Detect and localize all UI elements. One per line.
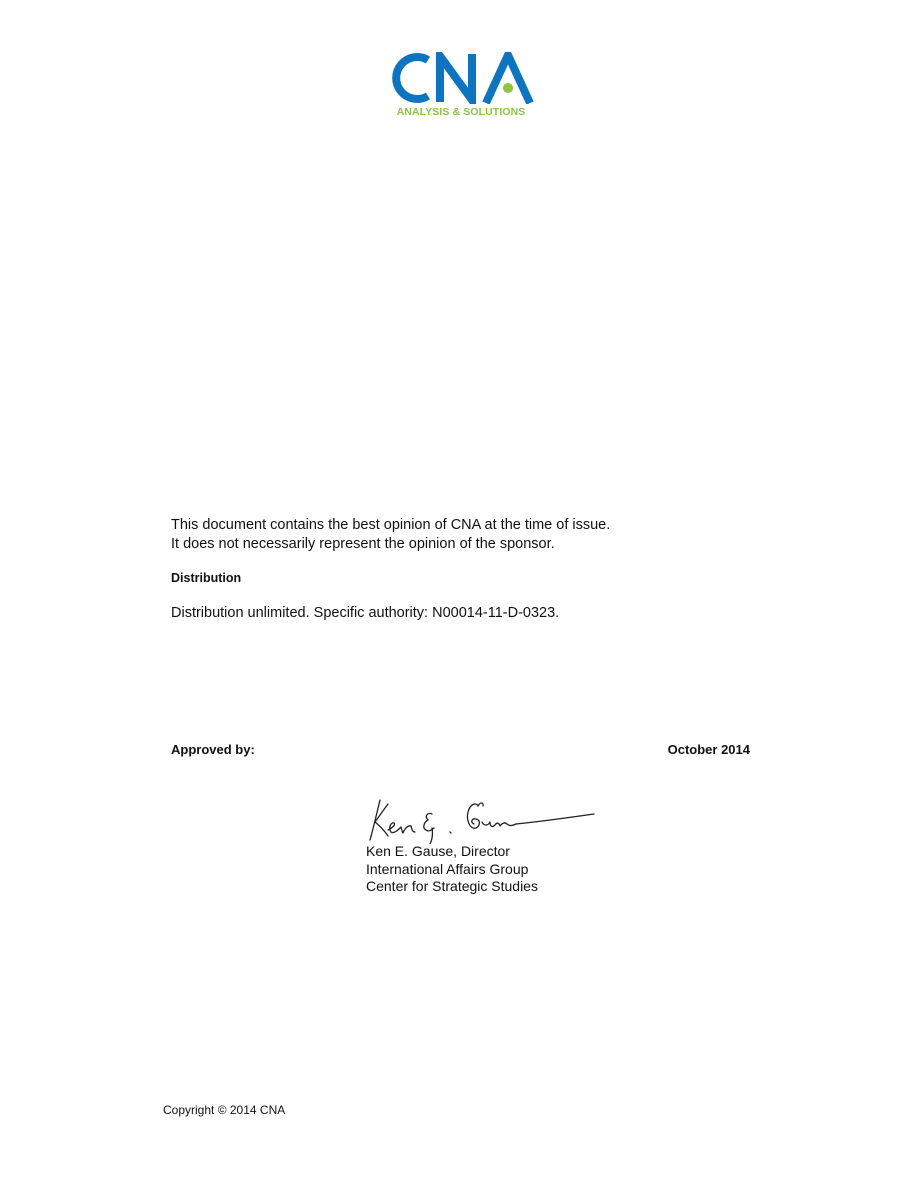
logo-tagline: ANALYSIS & SOLUTIONS xyxy=(396,106,526,118)
copyright-notice: Copyright © 2014 CNA xyxy=(163,1103,286,1117)
statement-line-1: This document contains the best opinion of CNA at the time of issue. xyxy=(171,517,611,533)
distribution-text: Distribution unlimited. Specific authority: N00014-11-D-0323. xyxy=(171,605,560,621)
signer-group: International Affairs Group xyxy=(366,860,529,877)
signer-center: Center for Strategic Studies xyxy=(366,878,538,894)
approved-by-label: Approved by: xyxy=(171,742,255,757)
statement-line-2: It does not necessarily represent the opinion of the sponsor. xyxy=(171,536,555,552)
cna-logo xyxy=(386,52,536,122)
cna-logo-mark xyxy=(386,52,536,104)
opinion-statement xyxy=(171,516,610,554)
signer-block xyxy=(366,843,538,896)
signer-name: Ken E. Gause, Director xyxy=(366,843,510,859)
handwritten-signature xyxy=(366,792,596,844)
approval-date: October 2014 xyxy=(667,742,750,757)
distribution-heading: Distribution xyxy=(171,571,242,585)
